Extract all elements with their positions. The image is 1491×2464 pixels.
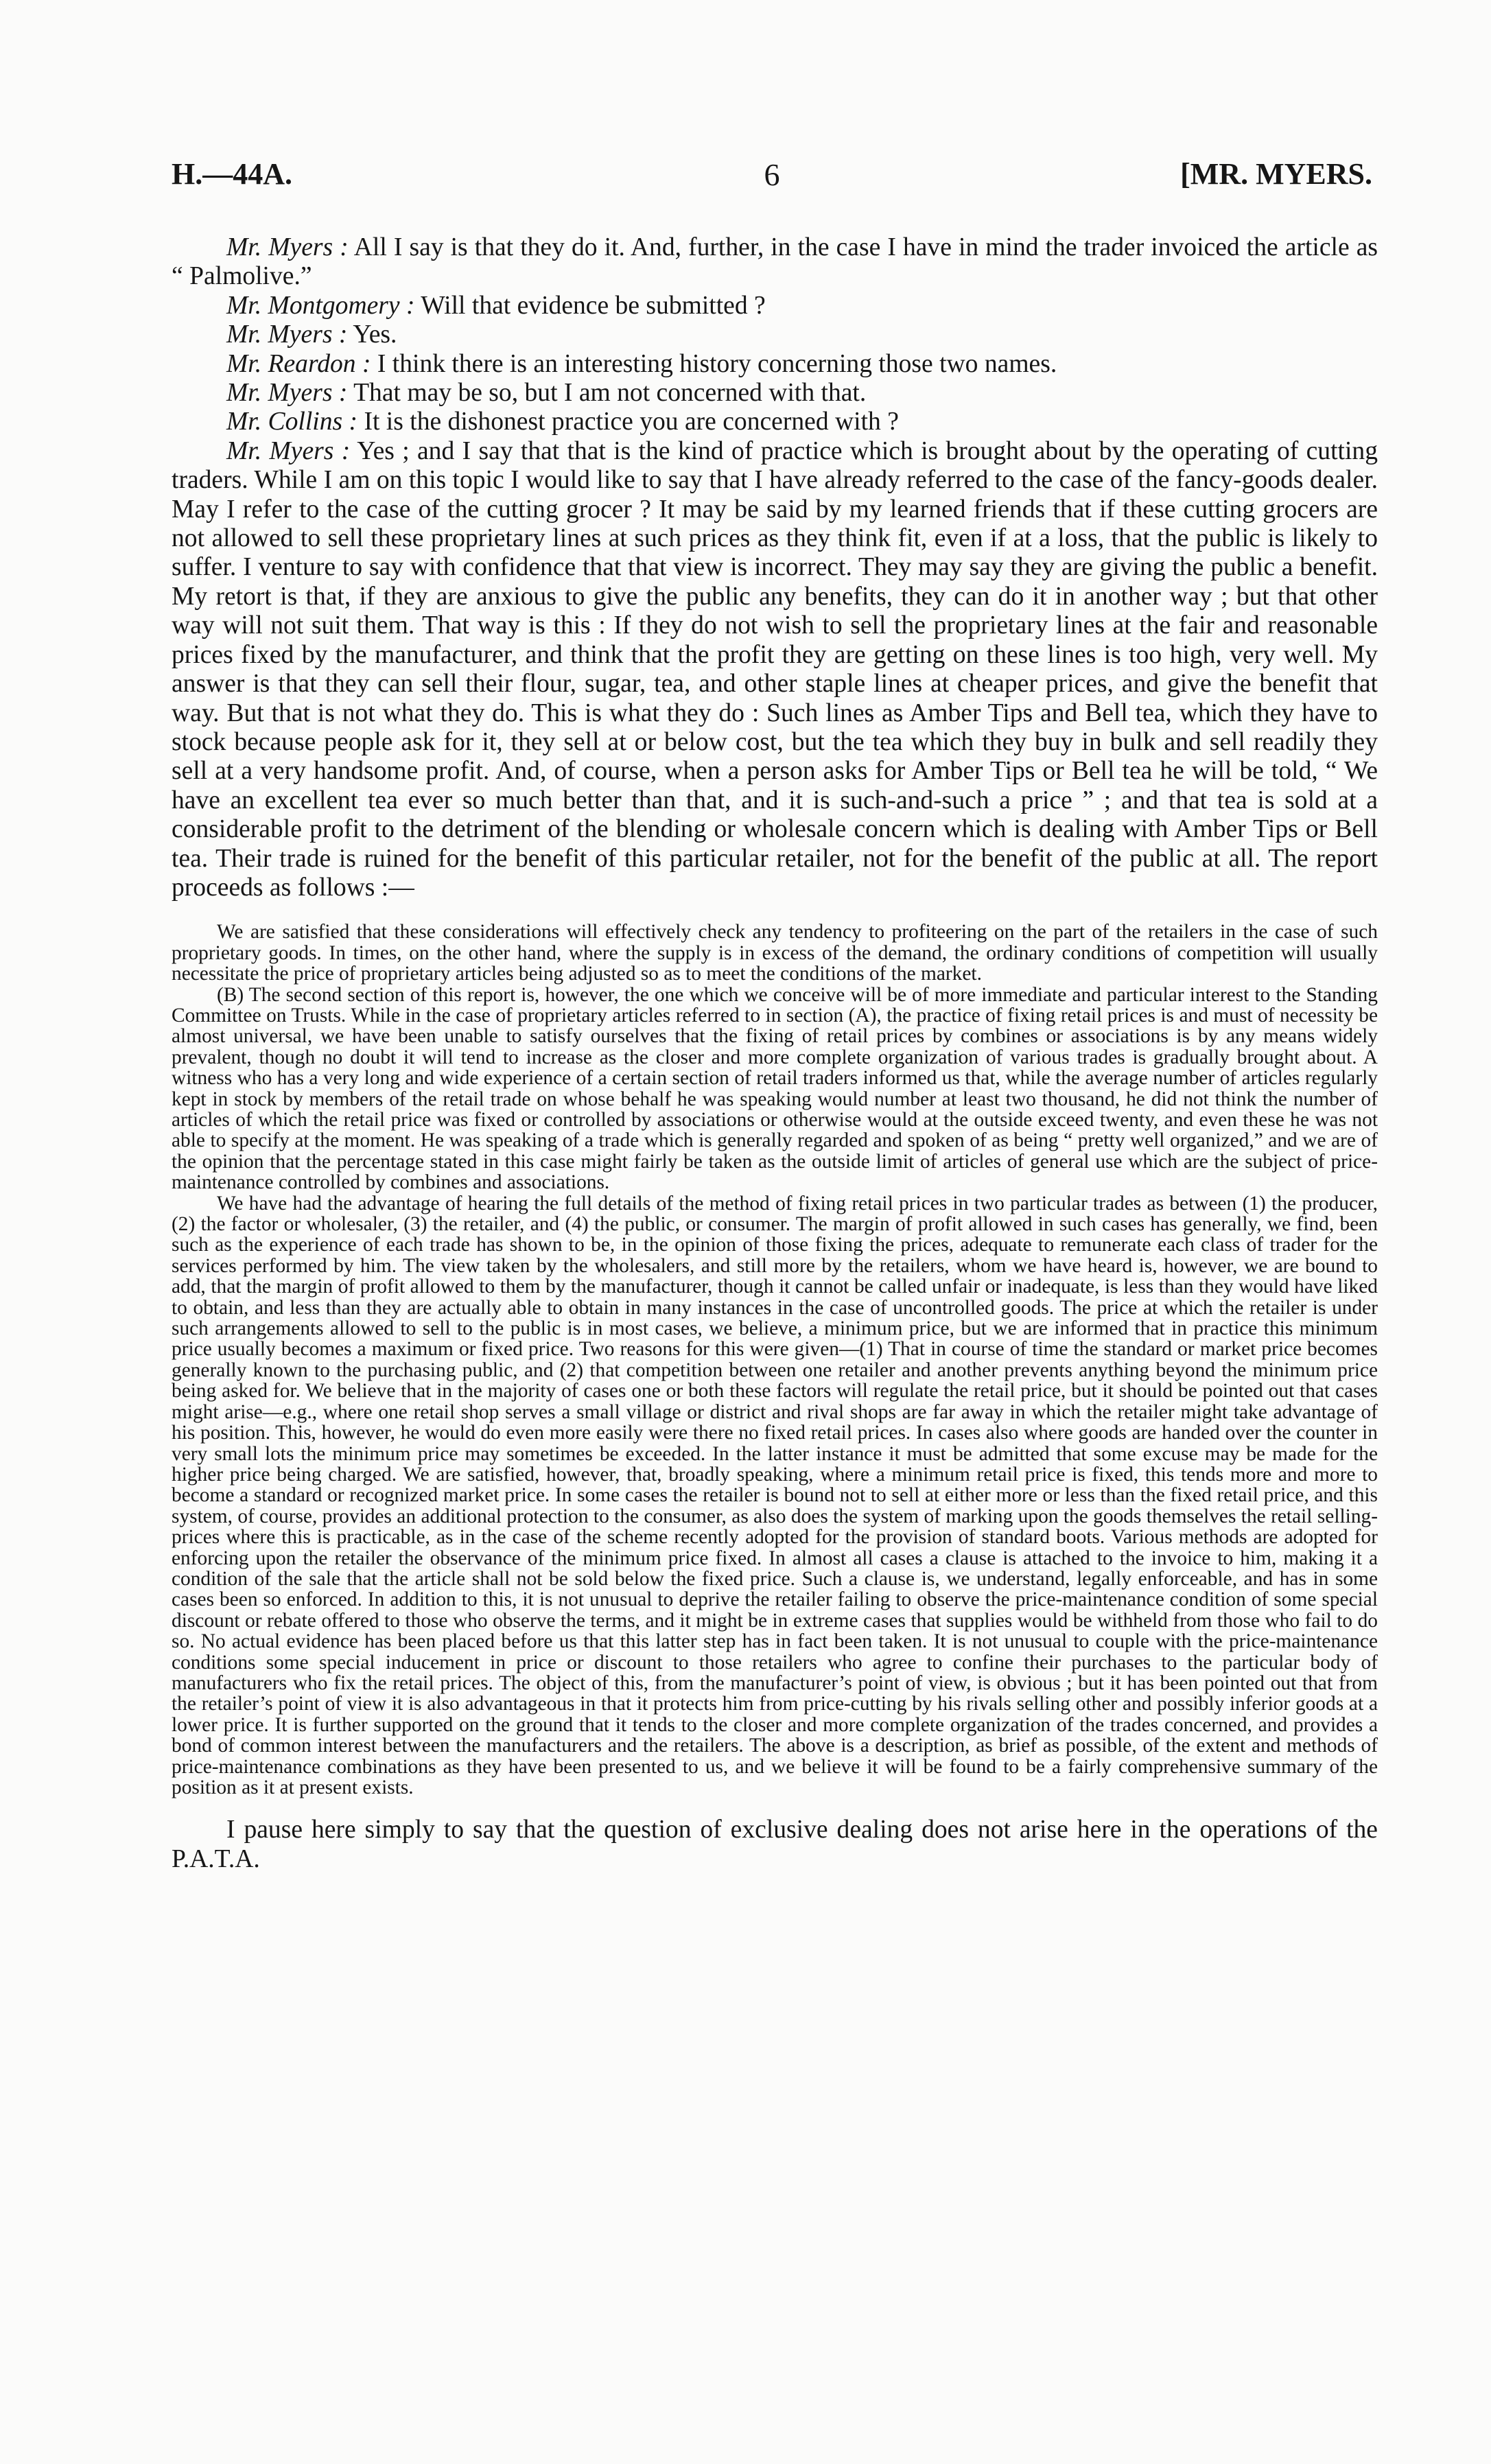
speech-text: Yes ; and I say that that is the kind of practice which is brought about by the operating of cutting traders. While I am on this topic I would like to say that I have already referred to the case of the fancy-goods dealer. May I refer to the case of the cutting grocer ? It may be said by my learned friends that if these cutting grocers are not allowed to sell these proprietary lines at such prices as they think fit, even if at a loss, that the public is likely to suffer. I venture to say with confidence that that view is incorrect. They may say they are giving the public a benefit. My retort is that, if they are anxious to give the public any benefits, they can do it in another way ; but that other way will not suit them. That way is this : If they do not wish to sell the proprietary lines at the fair and reasonable prices fixed by the manufacturer, and think that the profit they are getting on these lines is too high, very well. My answer is that they can sell their flour, sugar, tea, and other staple lines at cheaper prices, and give the benefit that way. But that is not what they do. This is what they do : Such lines as Amber Tips and Bell tea, which they have to stock because people ask for it, they sell at or below cost, but the tea which they buy in bulk and sell readily they sell at a very handsome profit. And, of course, when a person asks for Amber Tips or Bell tea he will be told, “ We have an excellent tea ever so much better than that, and it is such-and-such a price ” ; and that tea is sold at a considerable profit to the detriment of the blending or wholesale concern which is dealing with Amber Tips or Bell tea. Their trade is ruined for the benefit of this particular retailer, not for the benefit of the public at all. The report proceeds as follows :—: [172, 436, 1378, 902]
quoted-report: [172, 922, 1378, 1798]
closing-paragraph: I pause here simply to say that the question of exclusive dealing does not arise here in the operations of the P.A.T.A.: [172, 1816, 1378, 1873]
speech-text: Will that evidence be submitted ?: [414, 291, 766, 320]
speaker-name: Mr. Myers :: [226, 436, 351, 465]
dialogue-line: [172, 292, 1378, 320]
speech-text: Yes.: [347, 320, 397, 349]
page-body: [172, 233, 1378, 1874]
speaker-name: Mr. Myers :: [226, 320, 348, 349]
report-paragraph: We are satisfied that these considerations will effectively check any tendency to profiteering on the part of the retailers in the case of such proprietary goods. In times, on the other hand, where the supply is in excess of the demand, the ordinary conditions of competition will usually necessitate the price of proprietary articles being adjusted so as to meet the conditions of the market.: [172, 921, 1378, 985]
document-reference: H.—44A.: [172, 157, 292, 191]
speaker-name: Mr. Myers :: [226, 379, 348, 408]
report-paragraph: (B) The second section of this report is, however, the one which we conceive will be of more immediate and particular interest to the Standing Committee on Trusts. While in the case of proprietary articles referred to in section (A), the practice of fixing retail prices is and must of necessity be almost universal, we have been unable to satisfy ourselves that the fixing of retail prices by combines or associations is by any means widely prevalent, though no doubt it will tend to increase as the closer and more complete organization of various trades is gradually brought about. A witness who has a very long and wide experience of a certain section of retail traders informed us that, while the average number of articles regularly kept in stock by members of the retail trade on whose behalf he was speaking would number at least two thousand, he did not think the number of articles of which the retail price was fixed or controlled by associations or otherwise would at the outside exceed twenty, and even these he was not able to specify at the moment. He was speaking of a trade which is generally regarded and spoken of as being “ pretty well organized,” and we are of the opinion that the percentage stated in this case might fairly be taken as the outside limit of articles of general use which are the subject of price-maintenance controlled by combines and associations.: [172, 983, 1378, 1194]
speaker-name: Mr. Myers :: [226, 233, 349, 261]
page-header: [172, 156, 1372, 198]
speaker-name: Mr. Collins :: [226, 408, 358, 436]
dialogue-line: [172, 437, 1378, 903]
dialogue-section: [172, 233, 1378, 902]
speech-text: I think there is an interesting history concerning those two names.: [371, 349, 1057, 378]
dialogue-line: [172, 379, 1378, 408]
speaker-name: Mr. Montgomery :: [226, 291, 415, 320]
dialogue-line: [172, 320, 1378, 349]
closing-section: [172, 1816, 1378, 1874]
page-number: 6: [764, 157, 780, 192]
report-paragraph: We have had the advantage of hearing the full details of the method of fixing retail prices in two particular trades as between (1) the producer, (2) the factor or wholesaler, (3) the retailer, and (4) the public, or consumer. The margin of profit allowed in such cases has generally, we find, been such as the experience of each trade has shown to be, in the opinion of those fixing the prices, adequate to remunerate each class of trader for the services performed by him. The view taken by the wholesalers, and still more by the retailers, whom we have heard is, however, we are bound to add, that the margin of profit allowed to them by the manufacturer, though it cannot be called unfair or inadequate, is less than they would have liked to obtain, and less than they are actually able to obtain in many instances in the case of uncontrolled goods. The price at which the retailer is under such arrangements allowed to sell to the public is in most cases, we believe, a minimum price, but we are informed that in practice this minimum price usually becomes a maximum or fixed price. Two reasons for this were given—(1) That in course of time the standard or market price becomes generally known to the purchasing public, and (2) that competition between one retailer and another prevents anything beyond the minimum price being asked for. We believe that in the majority of cases one or both these factors will regulate the retail price, but it should be pointed out that cases might arise—e.g., where one retail shop serves a small village or district and rival shops are far away in which the retailer might take advantage of his position. This, however, he would do even more easily were there no fixed retail prices. In cases also where goods are handed over the counter in very small lots the minimum price may sometimes be exceeded. In the latter instance it must be admitted that some excuse may be made for the higher price being charged. We are satisfied, however, that, broadly speaking, where a minimum retail price is fixed, this tends more and more to become a standard or recognized market price. In some cases the retailer is bound not to sell at either more or less than the fixed retail price, and this system, of course, provides an additional protection to the consumer, as also does the system of marking upon the goods themselves the retail selling-prices where this is practicable, as in the case of the scheme recently adopted for the provision of standard boots. Various methods are adopted for enforcing upon the retailer the observance of the minimum price fixed. In almost all cases a clause is attached to the invoice to him, making it a condition of the sale that the article shall not be sold below the fixed price. Such a clause is, we understand, legally enforceable, and has in some cases been so enforced. In addition to this, it is not unusual to deprive the retailer failing to observe the price-maintenance condition of some special discount or rebate offered to those who observe the terms, and it might be in extreme cases that supplies would be withheld from those who fail to do so. No actual evidence has been placed before us that this latter step has in fact been taken. It is not unusual to couple with the price-maintenance conditions some special inducement in price or discount to those retailers who agree to confine their purchases to the particular body of manufacturers who fix the retail prices. The object of this, from the manufacturer’s point of view, is obvious ; but it has been pointed out that from the retailer’s point of view it is also advantageous in that it protects him from price-cutting by his rivals selling other and possibly inferior goods at a lower price. It is further supported on the ground that it tends to the closer and more complete organization of the trades concerned, and provides a bond of common interest between the manufacturers and the retailers. The above is a description, as brief as possible, of the extent and methods of price-maintenance combinations as they have been presented to us, and we believe it will be found to be a fairly comprehensive summary of the position as it at present exists.: [172, 1192, 1378, 1798]
dialogue-line: [172, 233, 1378, 292]
speech-text: That may be so, but I am not concerned with that.: [347, 379, 867, 408]
speech-text: It is the dishonest practice you are concerned with ?: [357, 408, 899, 436]
dialogue-line: [172, 408, 1378, 436]
dialogue-line: [172, 350, 1378, 379]
speaker-name: Mr. Reardon :: [226, 349, 371, 378]
speaker-running-head: [MR. MYERS.: [1180, 157, 1372, 191]
speech-text: All I say is that they do it. And, further, in the case I have in mind the trader invoiced the article as “ Palmolive.”: [172, 233, 1378, 291]
